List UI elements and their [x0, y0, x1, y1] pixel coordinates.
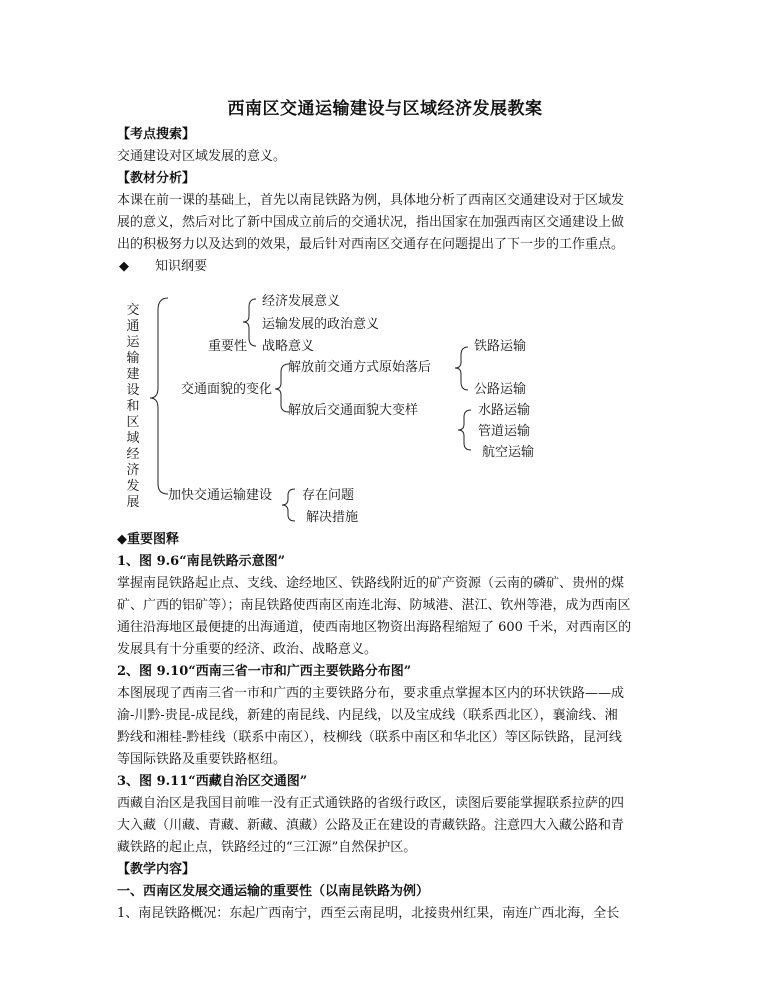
teaching-heading: 【教学内容】 [117, 862, 196, 877]
fig3-line-3: 藏铁路的起止点，铁路经过的“三江源”自然保护区。 [117, 840, 417, 855]
page-title: 西南区交通运输建设与区域经济发展教案 [227, 99, 543, 119]
outline-change: 交通面貌的变化 [181, 382, 273, 397]
outline-speedup: 加快交通运输建设 [168, 488, 273, 503]
figures-heading: ◆重要图释 [117, 532, 179, 547]
jiaocai-heading: 【教材分析】 [117, 171, 196, 186]
fig1-line-3: 通往沿海地区最便捷的出海通道，使西南地区物资出海路程缩短了 600 千米，对西南区的 [117, 620, 632, 635]
zhishi-heading: 知识纲要 [155, 259, 208, 274]
zhishi-bullet-icon: ◆ [119, 259, 129, 274]
outline-strategy: 战略意义 [262, 339, 315, 354]
outline-root-label: 交 通 运 输 建 设 和 区 域 经 济 发 展 [126, 303, 140, 510]
outline-importance: 重要性 [208, 339, 248, 354]
fig1-line-4: 发展具有十分重要的经济、政治、战略意义。 [117, 642, 378, 657]
fig2-title: 2、图 9.10“西南三省一市和广西主要铁路分布图” [117, 664, 412, 679]
outline-measures: 解决措施 [306, 510, 359, 525]
jiaocai-line-2: 展的意义，然后对比了新中国成立前后的交通状况，指出国家在加强西南区交通建设上做 [117, 215, 625, 230]
outline-politics: 运输发展的政治意义 [262, 317, 380, 332]
fig3-title: 3、图 9.11“西藏自治区交通图” [117, 774, 308, 789]
outline-pipe: 管道运输 [478, 424, 531, 439]
fig2-line-2: 渝-川黔-贵昆-成昆线，新建的南昆线、内昆线，以及宝成线（联系西北区），襄渝线、湘 [117, 708, 618, 723]
kaodian-text: 交通建设对区域发展的意义。 [117, 149, 287, 164]
outline-after: 解放后交通面貌大变样 [288, 403, 419, 418]
outline-econ: 经济发展意义 [262, 294, 341, 309]
outline-problems: 存在问题 [302, 488, 355, 503]
outline-rail: 铁路运输 [474, 339, 527, 354]
outline-before: 解放前交通方式原始落后 [288, 360, 432, 375]
fig2-line-1: 本图展现了西南三省一市和广西的主要铁路分布，要求重点掌握本区内的环状铁路——成 [117, 686, 625, 701]
fig3-line-1: 西藏自治区是我国目前唯一没有正式通铁路的省级行政区，读图后要能掌握联系拉萨的四 [117, 796, 625, 811]
kaodian-heading: 【考点搜索】 [117, 127, 196, 142]
outline-air: 航空运输 [482, 445, 535, 460]
fig2-line-3: 黔线和湘桂-黔桂线（联系中南区），枝柳线（联系中南区和华北区）等区际铁路，昆河线 [117, 730, 622, 745]
jiaocai-line-1: 本课在前一课的基础上，首先以南昆铁路为例，具体地分析了西南区交通建设对于区域发 [117, 193, 625, 208]
jiaocai-line-3: 出的积极努力以及达到的效果，最后针对西南区交通存在问题提出了下一步的工作重点。 [117, 237, 625, 252]
outline-water: 水路运输 [478, 403, 531, 418]
teaching-sub1: 一、西南区发展交通运输的重要性（以南昆铁路为例） [117, 884, 430, 899]
fig1-line-1: 掌握南昆铁路起止点、支线、途经地区、铁路线附近的矿产资源（云南的磷矿、贵州的煤 [117, 576, 625, 591]
fig2-line-4: 等国际铁路及重要铁路枢纽。 [117, 752, 287, 767]
fig3-line-2: 大入藏（川藏、青藏、新藏、滇藏）公路及正在建设的青藏铁路。注意四大入藏公路和青 [117, 818, 625, 833]
fig1-title: 1、图 9.6“南昆铁路示意图” [117, 554, 286, 569]
fig1-line-2: 矿、广西的铝矿等）；南昆铁路使西南区南连北海、防城港、湛江、钦州等港，成为西南区 [117, 598, 631, 613]
teaching-line-1: 1、南昆铁路概况：东起广西南宁，西至云南昆明，北接贵州红果，南连广西北海，全长 [117, 906, 620, 921]
outline-road: 公路运输 [474, 382, 527, 397]
